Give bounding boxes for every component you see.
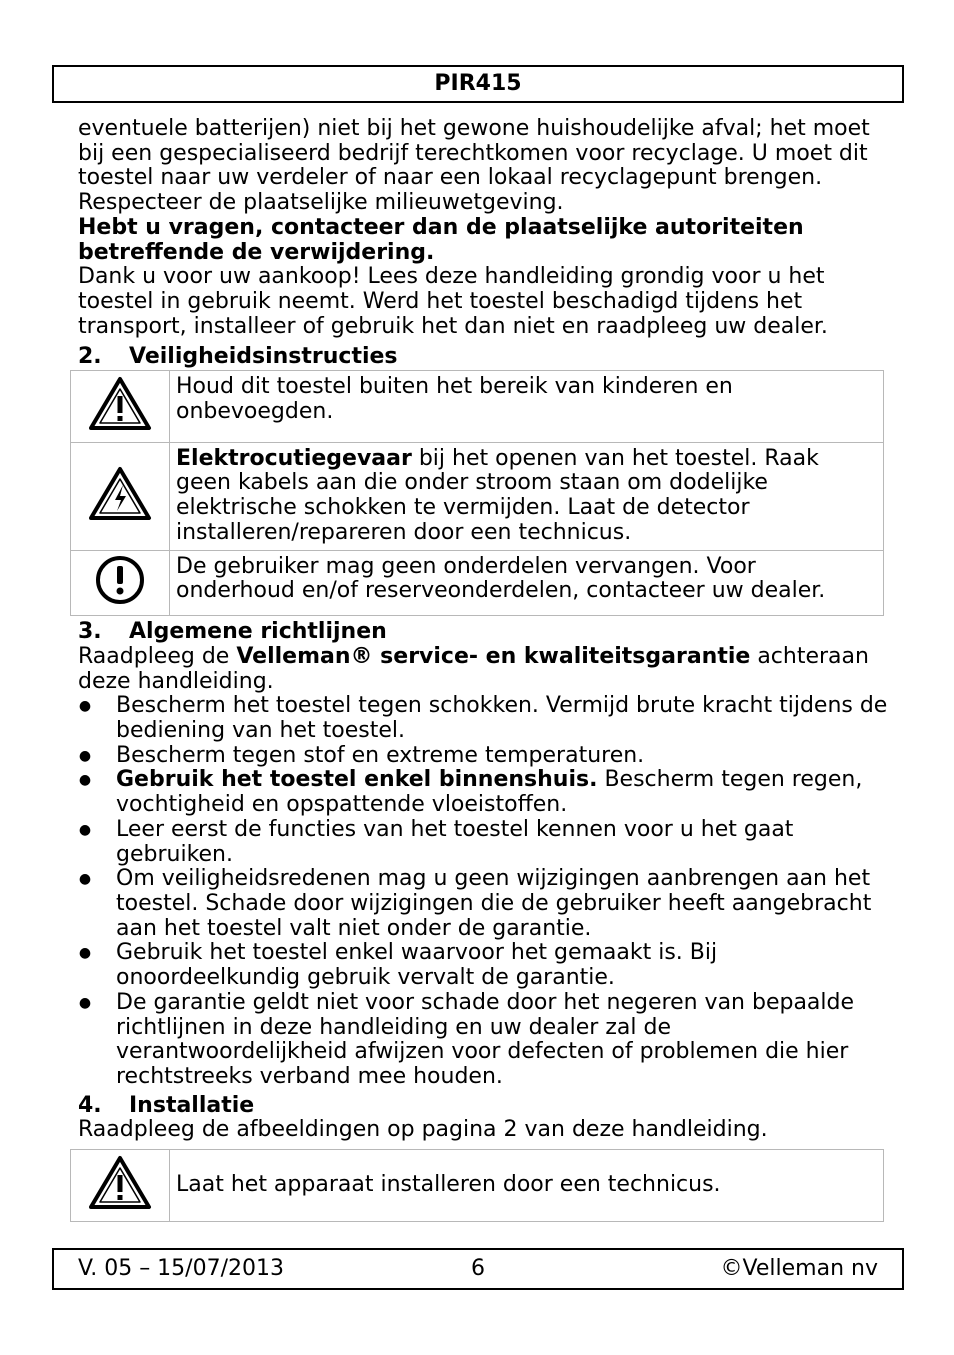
list-item-text: Gebruik het toestel enkel waarvoor het gemaakt is. Bij onoordeelkundig gebruik vervalt de garantie. (116, 940, 718, 991)
intro-paragraph-thanks: Dank u voor uw aankoop! Lees deze handleiding grondig voor u het toestel in gebruik neemt. Werd het toestel beschadigd tijdens het transport, installeer of gebruik het dan niet en raadpleeg uw dealer. (78, 264, 828, 339)
list-item-text: De garantie geldt niet voor schade door het negeren van bepaalde richtlijnen in deze handleiding en uw dealer zal de verantwoordelijkheid afwijzen voor defecten of problemen die hier rechtstreeks verband mee houden. (116, 989, 855, 1089)
section-3-intro (78, 645, 888, 694)
safety-row (71, 371, 884, 443)
safety-text-cell (170, 1150, 884, 1222)
section-4-intro: Raadpleeg de afbeeldingen op pagina 2 van deze handleiding. (78, 1117, 768, 1143)
safety-text: Laat het apparaat installeren door een technicus. (176, 1172, 721, 1198)
page-content (78, 117, 888, 1222)
list-item-text: Bescherm tegen regen, vochtigheid en opspattende vloeistoffen. (116, 767, 863, 818)
bullet-icon: ● (78, 871, 92, 888)
guidelines-list (78, 694, 888, 1089)
warning-triangle-icon (88, 375, 152, 431)
warranty-name: Velleman® service- en kwaliteitsgarantie (236, 643, 751, 669)
section-number: 4. (78, 1092, 102, 1118)
safety-bold-text: Elektrocutiegevaar (176, 445, 412, 471)
version-label: V. 05 – 15/07/2013 (78, 1256, 284, 1281)
list-item (78, 694, 888, 743)
section-number: 2. (78, 344, 102, 370)
page-header (52, 65, 904, 103)
page-footer (52, 1248, 904, 1290)
electric-hazard-icon (88, 465, 152, 521)
intro-text: Raadpleeg de (78, 643, 237, 669)
list-item-bold: Gebruik het toestel enkel binnenshuis. (116, 767, 598, 793)
bullet-icon: ● (78, 994, 92, 1011)
list-item (78, 744, 888, 769)
safety-icon-cell (71, 442, 170, 550)
bullet-icon: ● (78, 747, 92, 764)
list-item (78, 867, 888, 941)
safety-text: De gebruiker mag geen onderdelen vervangen. Voor onderhoud en/of reserveonderdelen, contacteer uw dealer. (176, 553, 826, 604)
safety-text-cell (170, 371, 884, 443)
safety-text: bij het openen van het toestel. Raak geen kabels aan die onder stroom staan om dodelijke elektrische schokken te vermijden. Laat de detector installeren/repareren door een technicus. (176, 445, 819, 545)
safety-text: Houd dit toestel buiten het bereik van kinderen en onbevoegden. (176, 374, 733, 424)
safety-row (71, 1150, 884, 1222)
bullet-icon: ● (78, 945, 92, 962)
list-item-text: Leer eerst de functies van het toestel kennen voor u het gaat gebruiken. (116, 816, 794, 867)
section-title: Algemene richtlijnen (129, 619, 387, 645)
safety-icon-cell (71, 371, 170, 443)
copyright-label: ©Velleman nv (720, 1256, 878, 1281)
safety-row (71, 550, 884, 616)
list-item (78, 941, 888, 990)
safety-text-cell (170, 550, 884, 616)
list-item (78, 991, 888, 1090)
section-title: Veiligheidsinstructies (129, 344, 398, 370)
section-number: 3. (78, 619, 102, 645)
section-3-heading (78, 620, 888, 645)
installation-warning-table (70, 1149, 884, 1222)
intro-paragraph-questions: Hebt u vragen, contacteer dan de plaatselijke autoriteiten betreffende de verwijdering. (78, 214, 804, 265)
exclamation-circle-icon (92, 555, 148, 605)
bullet-icon: ● (78, 698, 92, 715)
intro-text: achteraan deze handleiding. (78, 643, 869, 694)
safety-table (70, 370, 884, 616)
safety-text-cell (170, 442, 884, 550)
list-item (78, 768, 888, 817)
document-title: PIR415 (434, 71, 522, 96)
section-4-heading (78, 1094, 888, 1119)
safety-row (71, 442, 884, 550)
section-2-heading (78, 345, 888, 370)
warning-triangle-icon (88, 1154, 152, 1210)
intro-paragraph-disposal: eventuele batterijen) niet bij het gewone huishoudelijke afval; het moet bij een gespecialiseerd bedrijf terechtkomen voor recyclage. U moet dit toestel naar uw verdeler of naar een lokaal recyclagepunt brengen. Respecteer de plaatselijke milieuwetgeving. (78, 116, 870, 216)
section-title: Installatie (129, 1092, 255, 1118)
bullet-icon: ● (78, 772, 92, 789)
safety-icon-cell (71, 550, 170, 616)
page-number: 6 (471, 1256, 485, 1281)
safety-icon-cell (71, 1150, 170, 1222)
list-item-text: Bescherm tegen stof en extreme temperaturen. (116, 742, 645, 768)
list-item-text: Om veiligheidsredenen mag u geen wijzigingen aanbrengen aan het toestel. Schade door wijzigingen die de gebruiker heeft aangebracht aan het toestel valt niet onder de garantie. (116, 866, 872, 941)
list-item (78, 818, 888, 867)
list-item-text: Bescherm het toestel tegen schokken. Vermijd brute kracht tijdens de bediening van het toestel. (116, 693, 888, 744)
bullet-icon: ● (78, 821, 92, 838)
